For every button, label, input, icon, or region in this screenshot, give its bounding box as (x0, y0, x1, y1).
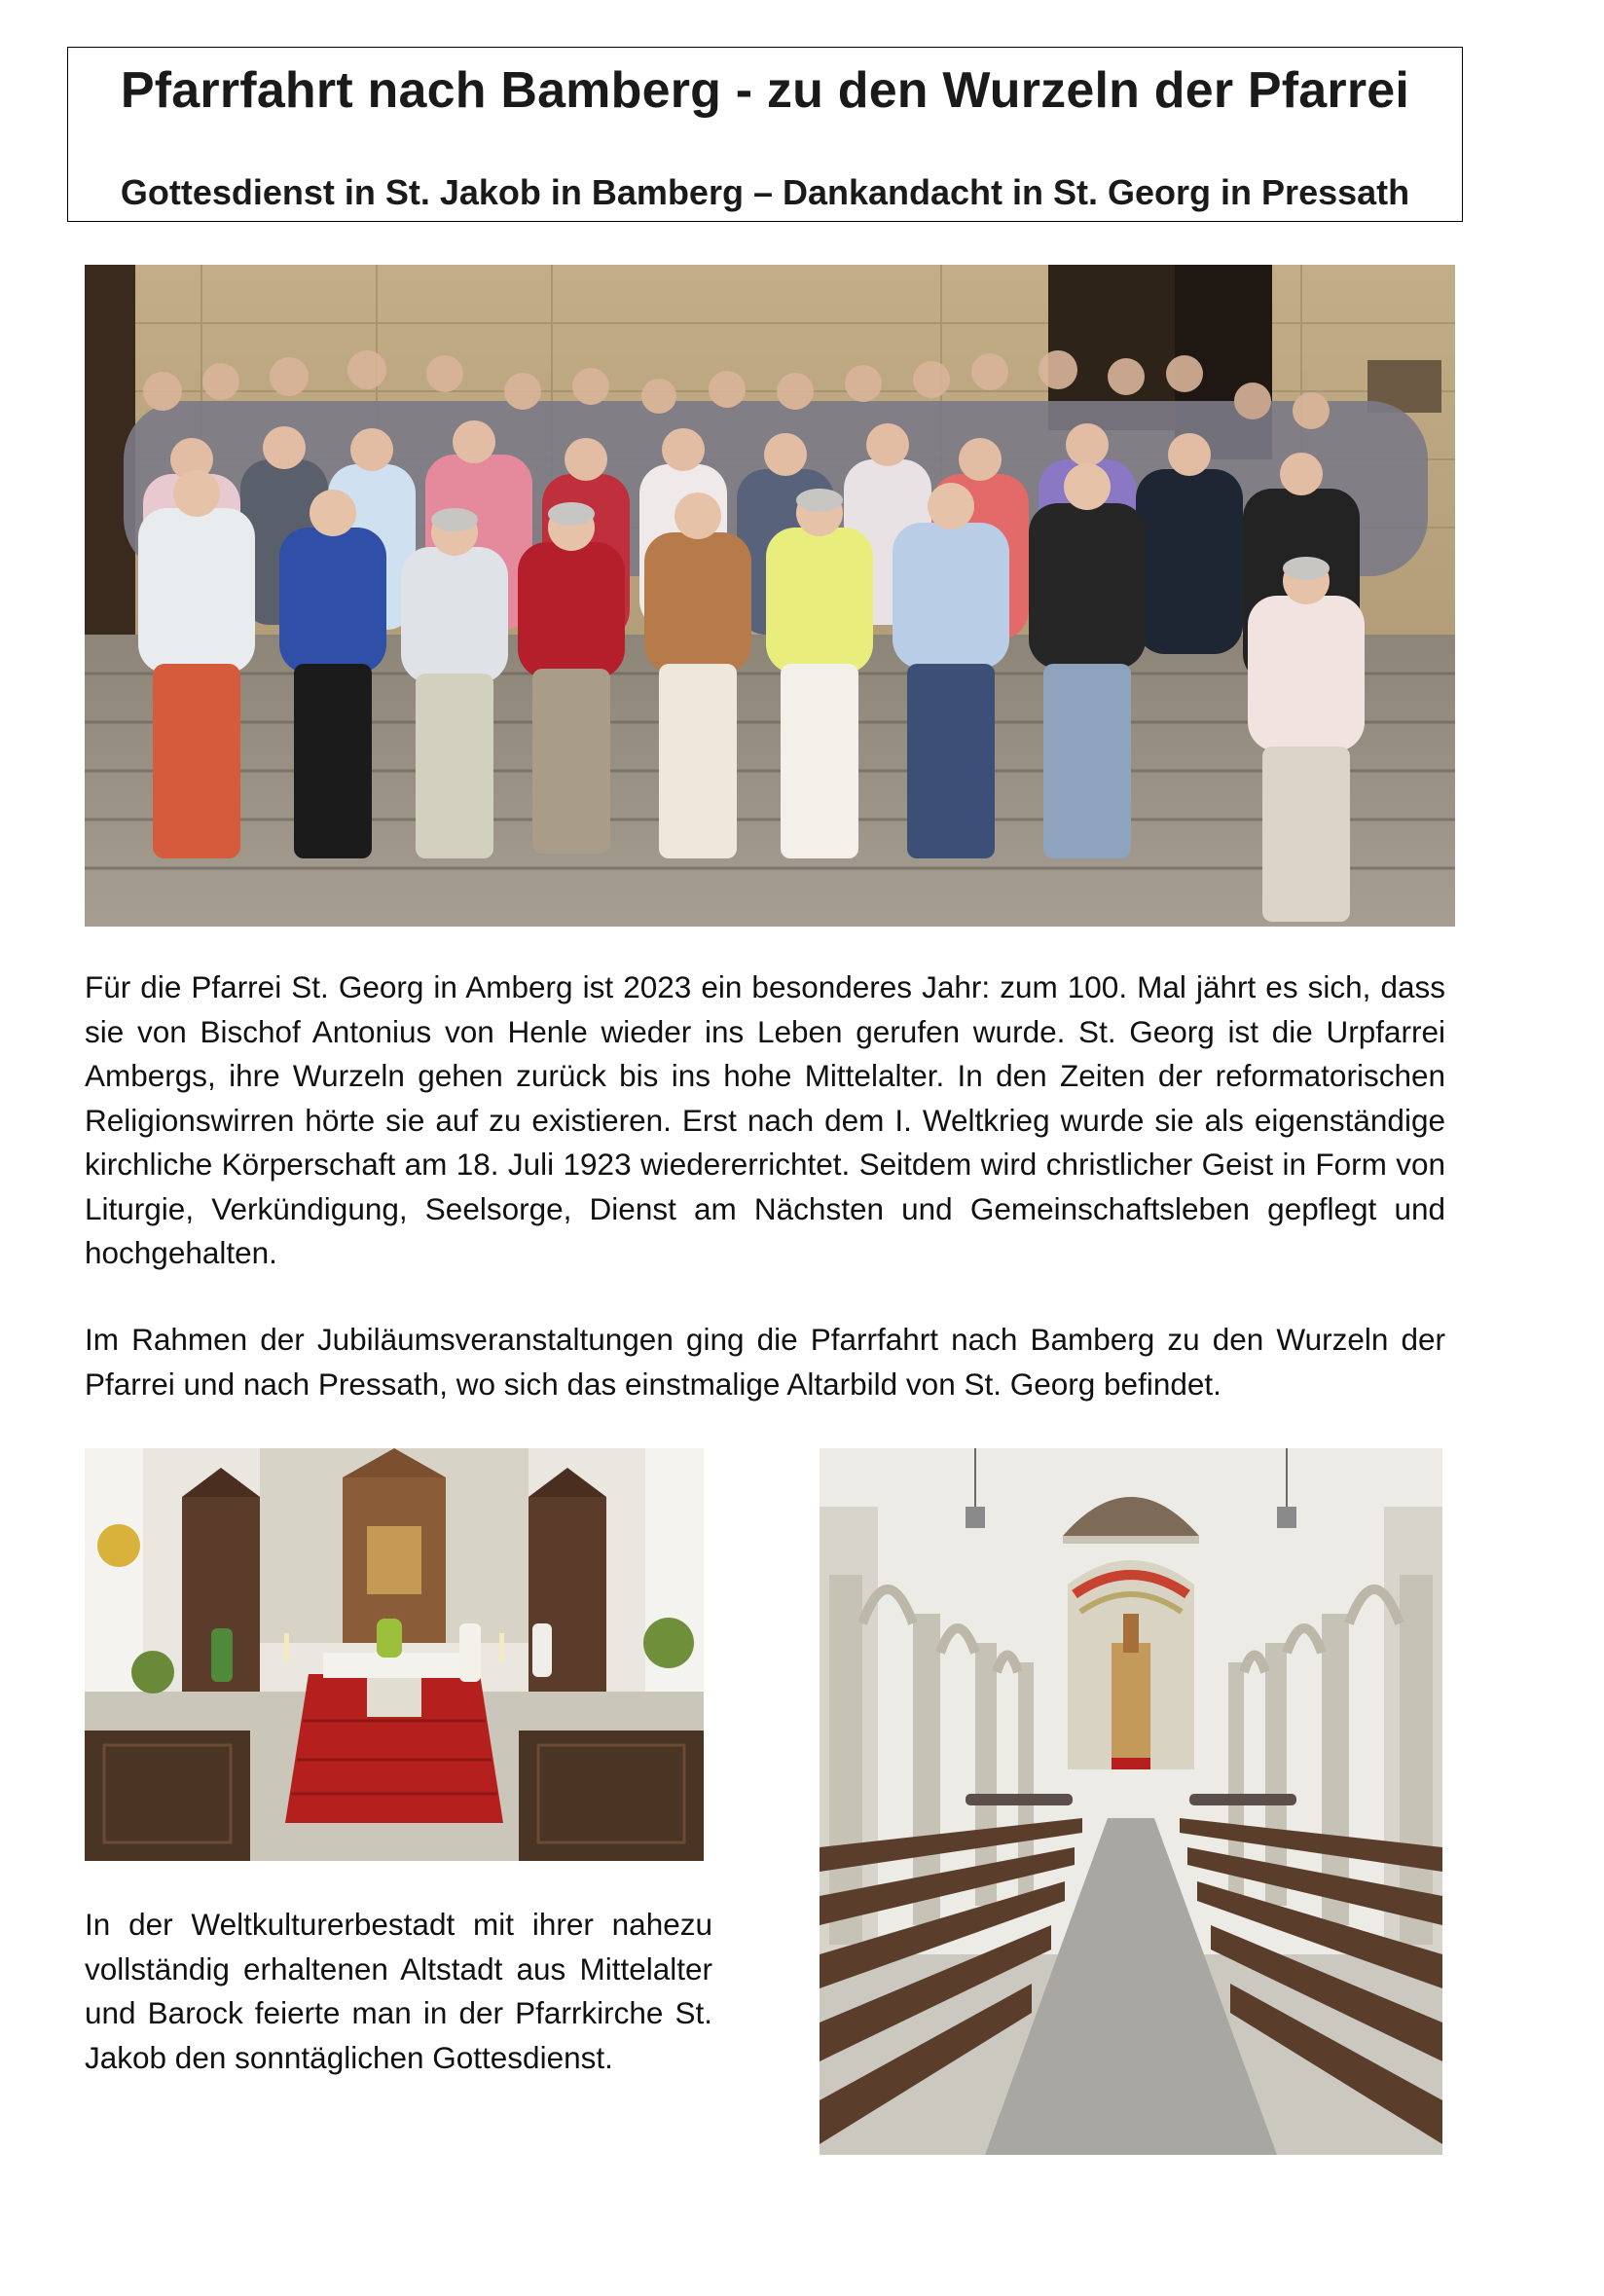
jakob-paragraph: In der Weltkulturerbestadt mit ihrer nahezu vollständig erhaltenen Altstadt aus Mittelalter und Barock feierte man in der Pfarrkirche St. Jakob den sonntäglichen Gottesdienst. (85, 1907, 712, 2075)
group-photo-illustration (85, 265, 1455, 927)
intro-paragraph: Für die Pfarrei St. Georg in Amberg ist 2023 ein besonderes Jahr: zum 100. Mal jährt es sich, dass sie von Bischof Antonius von Henle wieder ins Leben gerufen wurde. St. Georg ist die Urpfarrei Ambergs, ihre Wurzeln gehen zurück bis ins hohe Mittelalter. In den Zeiten der reformatorischen Religionswirren hörte sie auf zu existieren. Erst nach dem I. Weltkrieg wurde sie als eigenständige kirchliche Körperschaft am 18. Juli 1923 wiedererrichtet. Seitdem wird christlicher Geist in Form von Liturgie, Verkündigung, Seelsorge, Dienst am Nächsten und Gemeinschaftsleben gepflegt und hochgehalten. (85, 969, 1445, 1270)
page-subtitle: Gottesdienst in St. Jakob in Bamberg – Dankandacht in St. Georg in Pressath (120, 172, 1410, 212)
title-box (67, 47, 1463, 222)
jubilee-paragraph: Im Rahmen der Jubiläumsveranstaltungen ging die Pfarrfahrt nach Bamberg zu den Wurzeln der Pfarrei und nach Pressath, wo sich das einstmalige Altarbild von St. Georg befindet. (85, 1322, 1445, 1402)
altar-photo-illustration (85, 1448, 704, 1861)
page-title: Pfarrfahrt nach Bamberg - zu den Wurzeln der Pfarrei (120, 62, 1410, 119)
nave-photo-illustration (820, 1448, 1442, 2155)
altar-photo (85, 1448, 704, 1861)
group-photo (85, 265, 1455, 927)
nave-photo (820, 1448, 1442, 2155)
